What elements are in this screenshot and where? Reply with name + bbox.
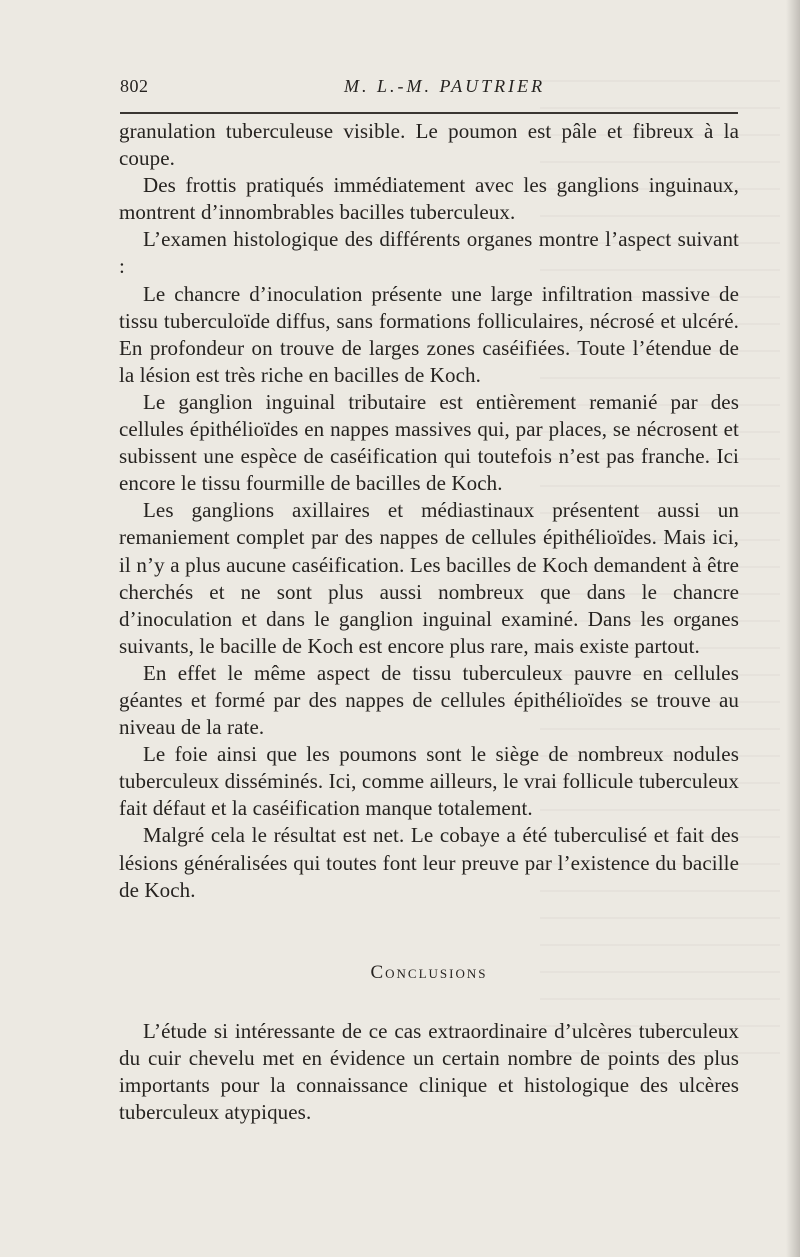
header-rule — [120, 112, 738, 114]
paragraph: Les ganglions axillaires et médiastinaux présentent aussi un remaniement complet par des nappes de cellules épithélioïdes. Mais ici, il n’y a plus aucune caséification. Les bacilles de Koch demandent à être cherchés et ne sont plus aussi nombreux que dans le chancre d’inoculation et dans le ganglion inguinal examiné. Dans les organes suivants, le bacille de Koch est encore plus rare, mais existe partout. — [119, 498, 739, 658]
paragraph: Malgré cela le résultat est net. Le cobaye a été tuberculisé et fait des lésions généralisées qui toutes font leur preuve par l’existence du bacille de Koch. — [119, 823, 739, 902]
page-number: 802 — [120, 76, 149, 96]
running-head — [120, 76, 740, 100]
body-text — [119, 118, 739, 904]
conclusions-heading: Conclusions — [370, 962, 488, 983]
paragraph: L’étude si intéressante de ce cas extraordinaire d’ulcères tuberculeux du cuir chevelu met en évidence un certain nombre de points des plus importants pour la connaissance clinique et histologique des ulcères tuberculeux atypiques. — [119, 1019, 739, 1125]
paragraph: Le foie ainsi que les poumons sont le siège de nombreux nodules tuberculeux disséminés. Ici, comme ailleurs, le vrai follicule tuberculeux fait défaut et la caséification manque totalement. — [119, 742, 739, 821]
paragraph: Le ganglion inguinal tributaire est entièrement remanié par des cellules épithélioïdes en nappes massives qui, par places, se nécrosent et subissent une espèce de caséification qui toutefois n’est pas franche. Ici encore le tissu fourmille de bacilles de Koch. — [119, 389, 739, 496]
running-head-author: M. L.-M. PAUTRIER — [344, 76, 546, 96]
paragraph: Des frottis pratiqués immédiatement avec les ganglions inguinaux, montrent d’innombrables bacilles tuberculeux. — [119, 173, 739, 225]
paragraph: En effet le même aspect de tissu tuberculeux pauvre en cellules géantes et formé par des nappes de cellules épithélioïdes se trouve au niveau de la rate. — [119, 660, 739, 740]
paragraph: granulation tuberculeuse visible. Le poumon est pâle et fibreux à la coupe. — [119, 119, 739, 171]
conclusions-text — [119, 1018, 739, 1126]
paragraph: L’examen histologique des différents organes montre l’aspect suivant : — [119, 227, 739, 279]
page-edge-shadow — [786, 0, 800, 1257]
paragraph: Le chancre d’inoculation présente une large infiltration massive de tissu tuberculoïde diffus, sans formations folliculaires, nécrosé et ulcéré. En profondeur on trouve de larges zones caséifiées. Toute l’étendue de la lésion est très riche en bacilles de Koch. — [119, 281, 739, 387]
